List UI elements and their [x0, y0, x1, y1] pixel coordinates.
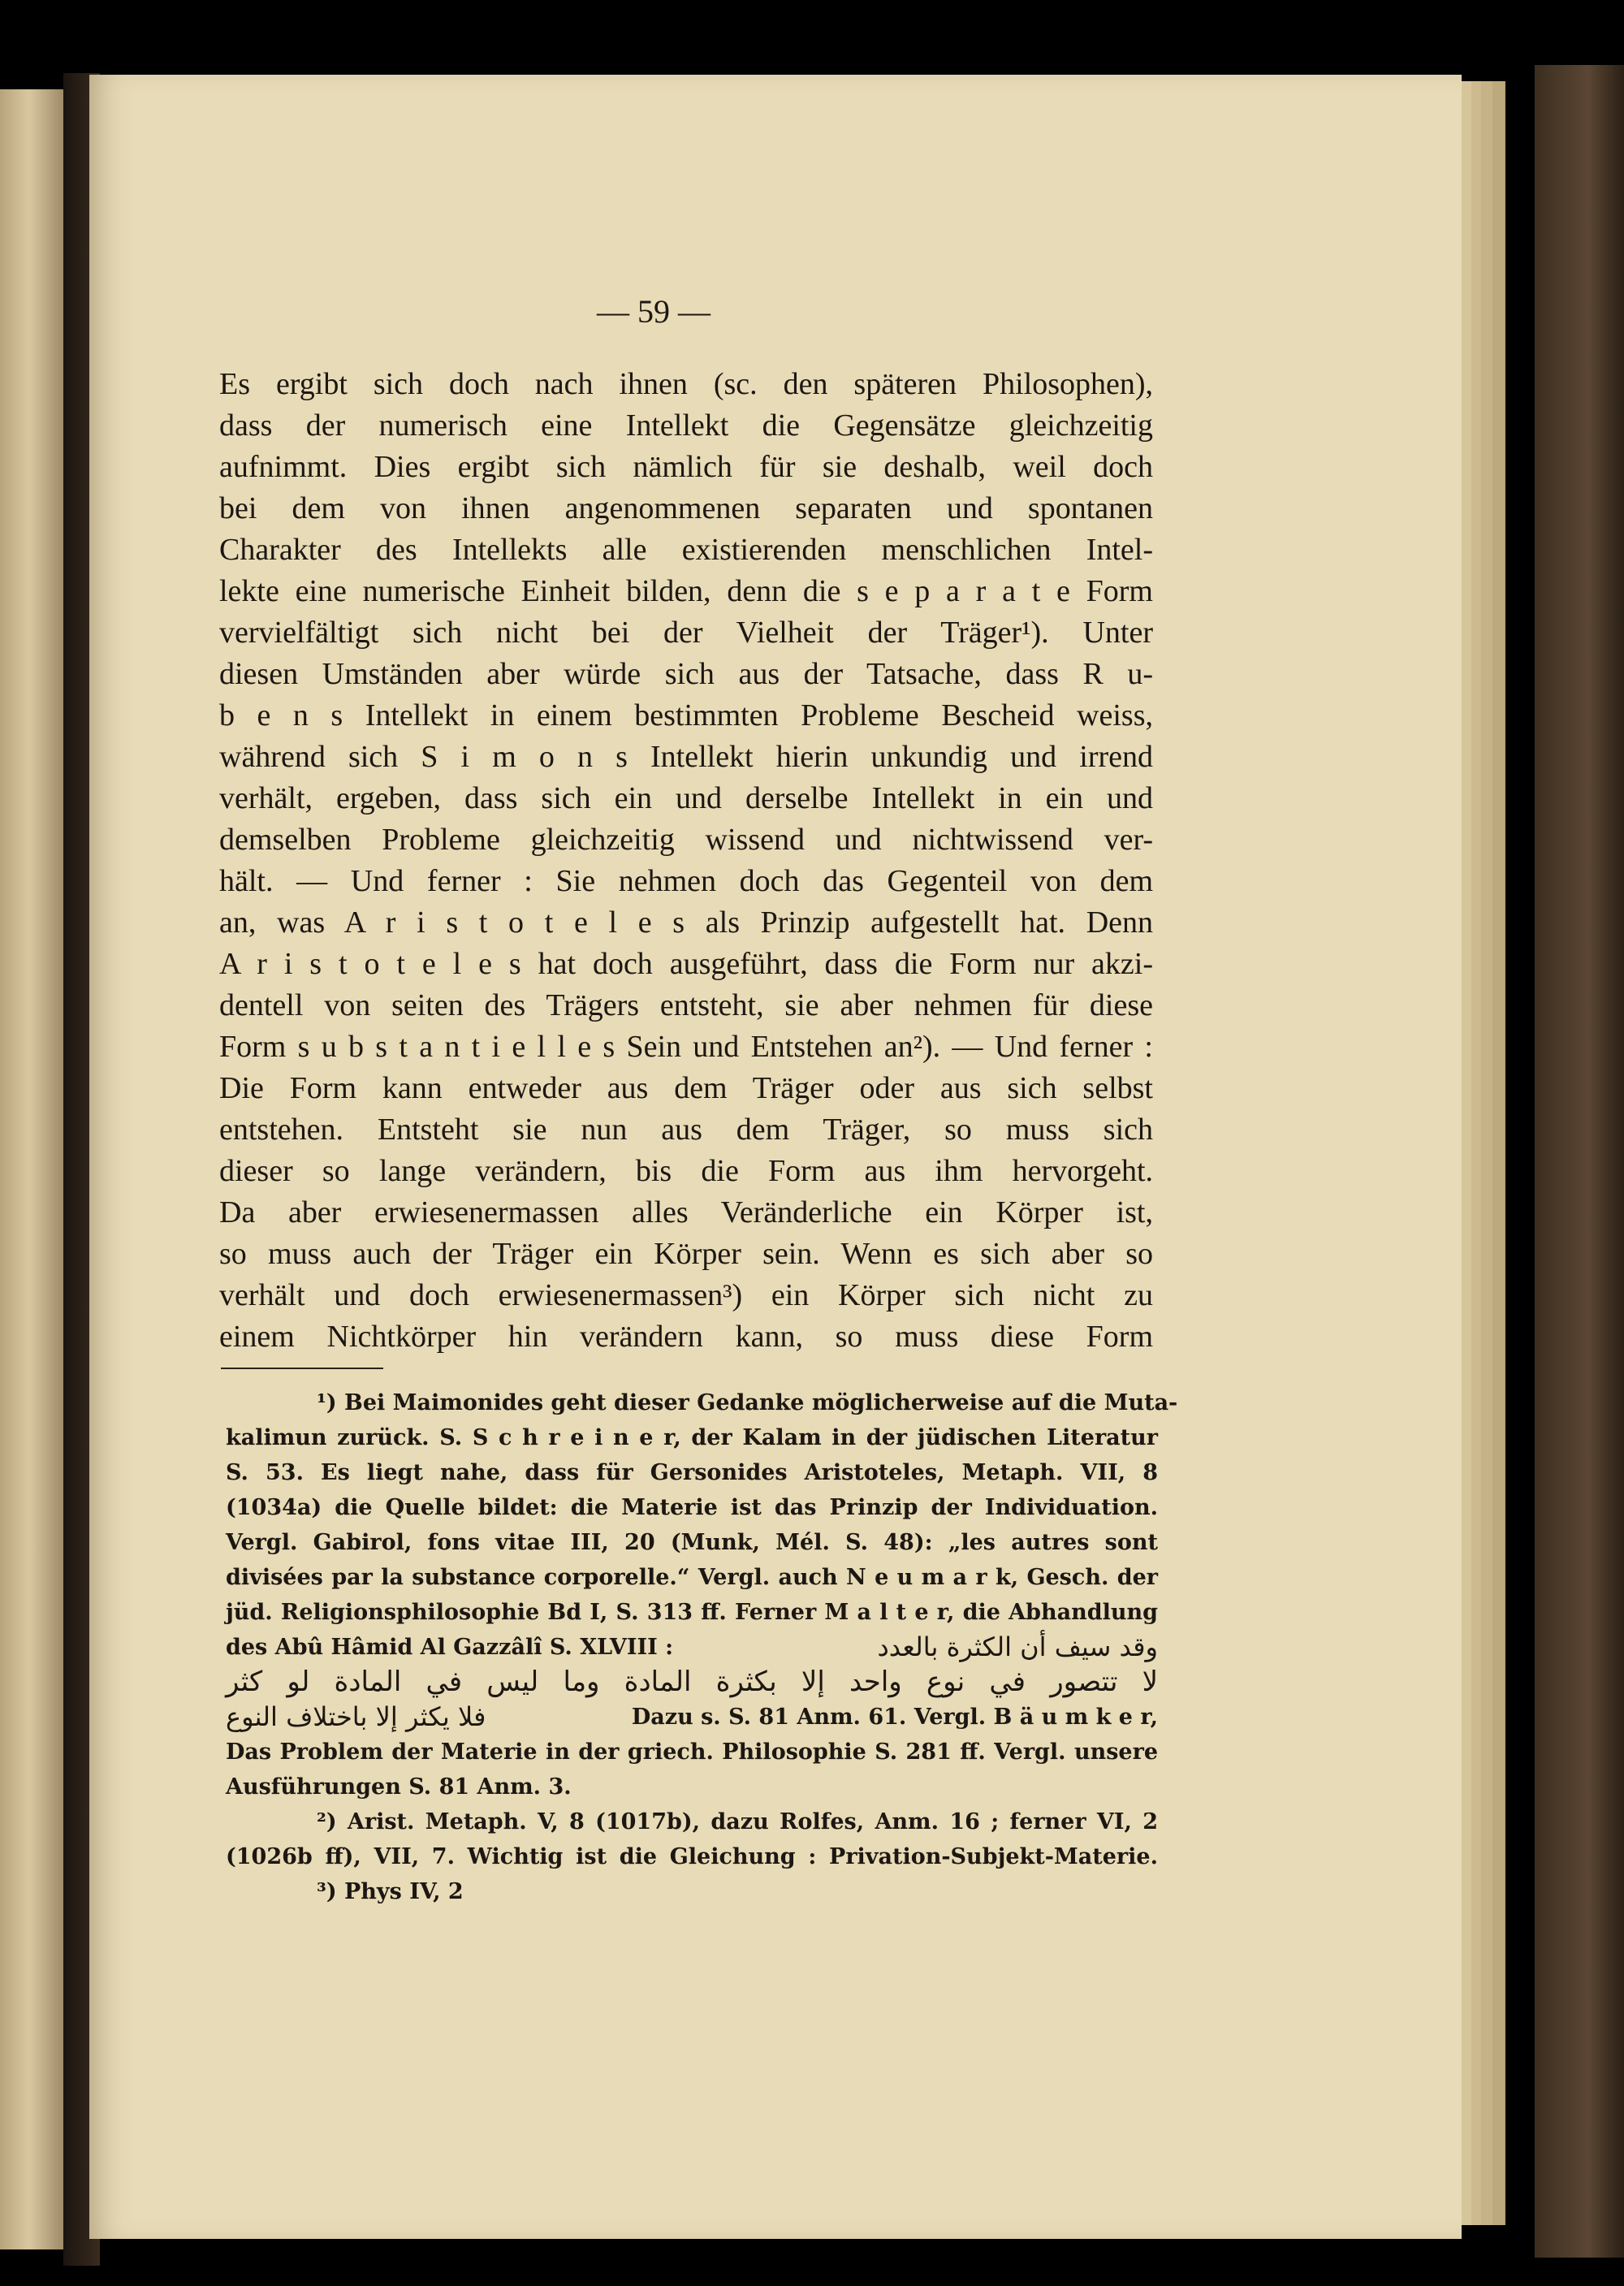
footnote-1-line: jüd. Religionsphilosophie Bd I, S. 313 ff. Ferner M a l t e r, die Abhandlung — [226, 1600, 1158, 1625]
text-line: lekte eine numerische Einheit bilden, denn die s e p a r a t e Form — [219, 574, 1153, 608]
text-line: Es ergibt sich doch nach ihnen (sc. den späteren Philosophen), — [219, 367, 1153, 401]
text-line: diesen Umständen aber würde sich aus der Tatsache, dass R u- — [219, 657, 1153, 691]
footnote-divider — [221, 1368, 383, 1369]
footnote-1-latin: des Abû Hâmid Al Gazzâlî S. XLVIII : — [226, 1635, 674, 1660]
footnote-2-line: (1026b ff), VII, 7. Wichtig ist die Gleichung : Privation-Subjekt-Materie. — [226, 1844, 1158, 1869]
footnote-1-line: kalimun zurück. S. S c h r e i n e r, der Kalam in der jüdischen Literatur — [226, 1425, 1158, 1450]
main-text — [219, 364, 1153, 1358]
text-line: Form s u b s t a n t i e l l e s Sein und Entstehen an²). — Und ferner : — [219, 1030, 1153, 1064]
text-line: aufnimmt. Dies ergibt sich nämlich für sie deshalb, weil doch — [219, 450, 1153, 484]
page-edge — [1492, 81, 1505, 2225]
footnote-2-line: ²) Arist. Metaph. V, 8 (1017b), dazu Rolfes, Anm. 16 ; ferner VI, 2 — [317, 1809, 1158, 1834]
footnote-1-line-mixed — [226, 1630, 1158, 1665]
footnote-1-line-mixed — [226, 1700, 1158, 1735]
page-number: — 59 — — [597, 293, 710, 330]
text-line: bei dem von ihnen angenommenen separaten und spontanen — [219, 491, 1153, 525]
text-line: b e n s Intellekt in einem bestimmten Probleme Bescheid weiss, — [219, 698, 1153, 732]
footnote-3: ³) Phys IV, 2 — [317, 1879, 464, 1904]
text-line: entstehen. Entsteht sie nun aus dem Träger, so muss sich — [219, 1113, 1153, 1147]
text-line: verhält, ergeben, dass sich ein und derselbe Intellekt in ein und — [219, 781, 1153, 815]
footnote-1-latin: Dazu s. S. 81 Anm. 61. Vergl. B ä u m k e r, — [631, 1705, 1158, 1730]
text-line: demselben Probleme gleichzeitig wissend und nichtwissend ver- — [219, 823, 1153, 857]
text-line: Charakter des Intellekts alle existierenden menschlichen Intel- — [219, 533, 1153, 567]
text-line: verhält und doch erwiesenermassen³) ein Körper sich nicht zu — [219, 1278, 1153, 1312]
arabic-quote: وقد سيف أن الكثرة بالعدد — [877, 1631, 1158, 1662]
text-line: vervielfältigt sich nicht bei der Vielheit der Träger¹). Unter — [219, 616, 1153, 650]
book-cover-edge — [1535, 65, 1624, 2258]
footnote-1-line: S. 53. Es liegt nahe, dass für Gersonides Aristoteles, Metaph. VII, 8 — [226, 1460, 1158, 1485]
left-page-edge — [0, 89, 65, 2249]
text-line: an, was A r i s t o t e l e s als Prinzip aufgestellt hat. Denn — [219, 905, 1153, 940]
footnotes — [226, 1385, 1178, 1909]
text-line: Die Form kann entweder aus dem Träger oder aus sich selbst — [219, 1071, 1153, 1105]
text-line: hält. — Und ferner : Sie nehmen doch das Gegenteil von dem — [219, 864, 1153, 898]
footnote-1-line: (1034a) die Quelle bildet: die Materie ist das Prinzip der Individuation. — [226, 1495, 1158, 1520]
text-line: dentell von seiten des Trägers entsteht, sie aber nehmen für diese — [219, 988, 1153, 1022]
text-line: dass der numerisch eine Intellekt die Gegensätze gleichzeitig — [219, 408, 1153, 443]
arabic-quote-line: لا تتصور في نوع واحد إلا بكثرة المادة وما ليس في المادة لو كثر — [226, 1666, 1158, 1698]
text-line: einem Nichtkörper hin verändern kann, so muss diese Form — [219, 1320, 1153, 1354]
text-line: so muss auch der Träger ein Körper sein. Wenn es sich aber so — [219, 1237, 1153, 1271]
footnote-1-line: Das Problem der Materie in der griech. Philosophie S. 281 ff. Vergl. unsere — [226, 1739, 1158, 1765]
footnote-1-line: Ausführungen S. 81 Anm. 3. — [226, 1774, 572, 1800]
text-line: dieser so lange verändern, bis die Form aus ihm hervorgeht. — [219, 1154, 1153, 1188]
text-line: während sich S i m o n s Intellekt hierin unkundig und irrend — [219, 740, 1153, 774]
footnote-1-line: Vergl. Gabirol, fons vitae III, 20 (Munk, Mél. S. 48): „les autres sont — [226, 1530, 1158, 1555]
footnote-1-line: divisées par la substance corporelle.“ Vergl. auch N e u m a r k, Gesch. der — [226, 1565, 1158, 1590]
footnote-1-line: ¹) Bei Maimonides geht dieser Gedanke möglicherweise auf die Muta- — [317, 1390, 1178, 1415]
text-line: Da aber erwiesenermassen alles Veränderliche ein Körper ist, — [219, 1195, 1153, 1229]
text-line: A r i s t o t e l e s hat doch ausgeführt, dass die Form nur akzi- — [219, 947, 1153, 981]
arabic-quote: فلا يكثر إلا باختلاف النوع — [226, 1701, 486, 1732]
